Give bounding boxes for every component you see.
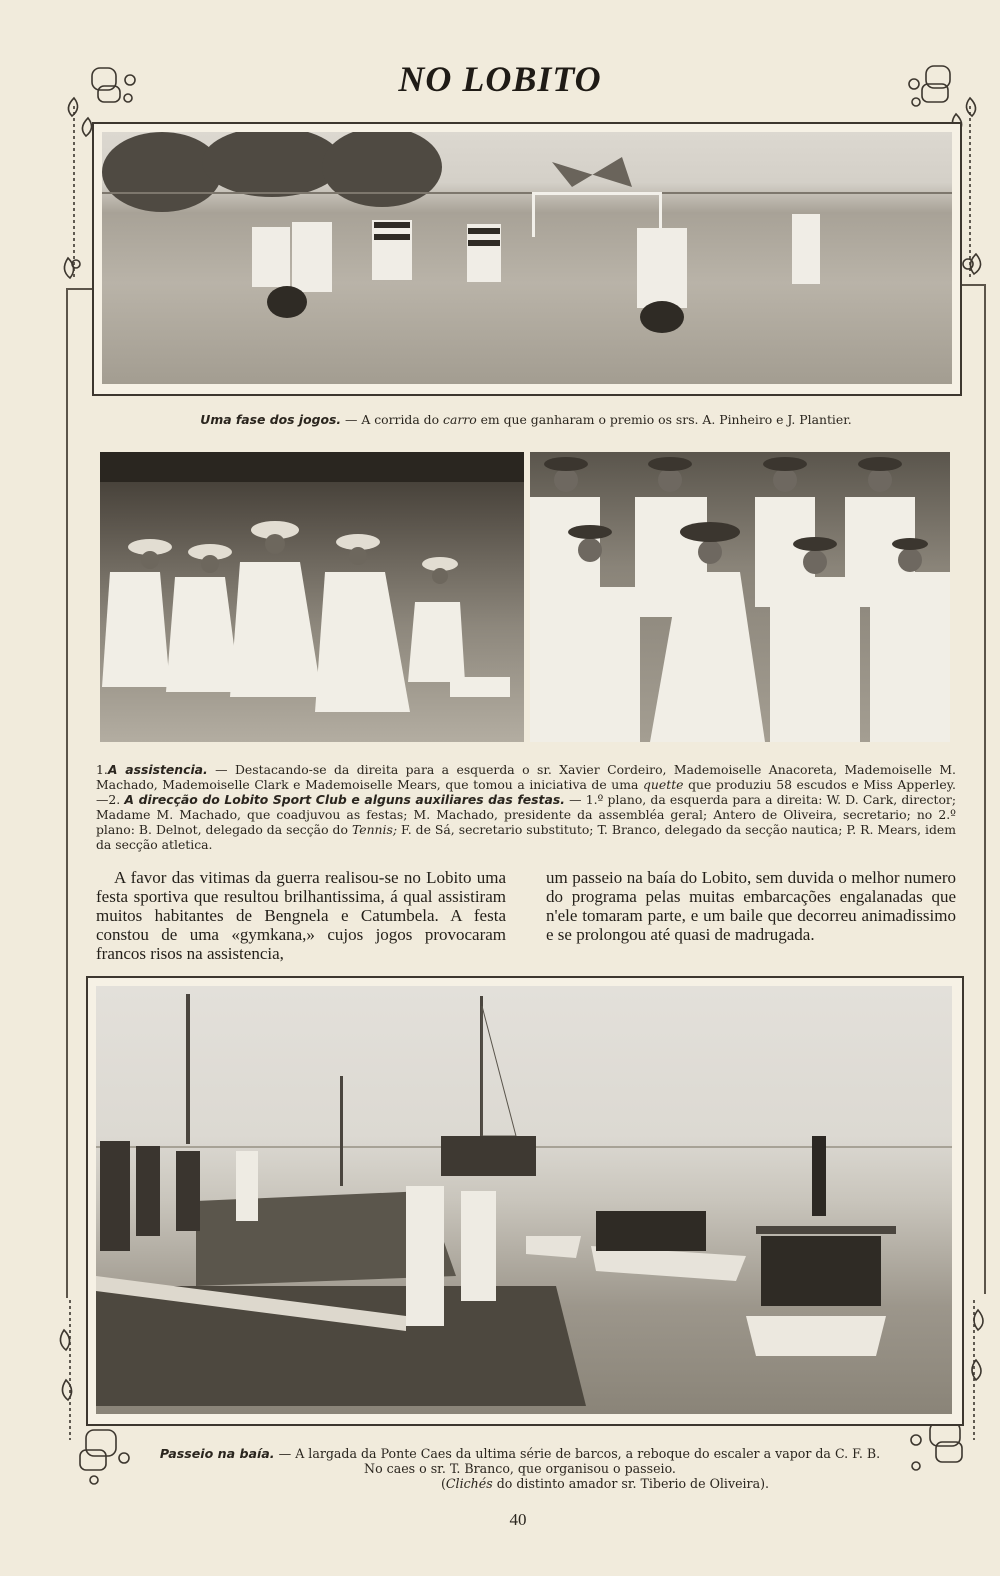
page-number: 40 [509,1510,527,1529]
direction-caption-lead: A direcção do Lobito Sport Club e alguns auxiliares das festas. [124,792,565,807]
assistance-caption-lead: A assistencia. [107,762,208,777]
assistance-caption-text-b: que produziu 58 escudos e Miss Apperley.—2. [96,777,956,807]
assistance-caption-text: — Destacando-se da direita para a esquerda o sr. Xavier Cordeiro, Mademoiselle Anacoreta, Mademoiselle M. Machado, Mademoiselle Clark e Mademoiselle Mears, que tomou a iniciativa de uma [96,762,956,792]
photo-credit [271,1476,769,1491]
boats-caption-lead: Passeio na baía. [159,1446,275,1461]
photo-boats [96,986,952,1414]
page-title: NO LOBITO [398,59,602,99]
assistance-caption-italic: quette [642,777,684,792]
assistance-direction-caption [96,762,956,852]
games-caption-lead: Uma fase dos jogos. [200,412,342,427]
games-scene-illustration [102,132,952,384]
assistance-scene-illustration [100,452,524,742]
photo-credit-open: ( [441,1476,446,1491]
photo-credit-italic: Clichés [445,1476,493,1491]
direction-caption-italic: Tennis; [351,822,398,837]
caption-number-1: 1. [96,762,108,777]
games-caption [96,412,956,427]
photo-credit-text: do distinto amador sr. Tiberio de Oliveira). [492,1476,769,1491]
photo-assistance [100,452,524,742]
games-caption-italic: carro [443,412,477,427]
article-column-2: um passeio na baía do Lobito, sem duvida o melhor numero do programa pelas muitas embarcações engalanadas que n'ele tomaram parte, e um baile que decorreu animadissimo e se prolongou até quasi de madrugada. [546,868,956,944]
direction-caption-text: — 1.º plano, da esquerda para a direita: W. D. Cark, director; Madame M. Machado, que coadjuvou as festas; M. Machado, presidente da assembléa geral; Antero de Oliveira, secretario; no 2.º plano: B. Delnot, delegado da secção do [96,792,957,837]
frame-left-line [66,288,68,1298]
games-caption-rest: em que ganharam o premio os srs. A. Pinheiro e J. Plantier. [476,412,852,427]
frame-top-left-stub [66,288,92,290]
direction-caption-text-b: F. de Sá, secretario substituto; T. Branco, delegado da secção nautica; P. R. Mears, idem da secção atletica. [96,822,956,852]
boats-caption [150,1446,890,1491]
direction-scene-illustration [530,452,950,742]
frame-right-line [984,284,986,1294]
photo-games [102,132,952,384]
article-column-1: A favor das vitimas da guerra realisou-se no Lobito uma festa sportiva que resultou brilhantissima, á qual assistiram muitos habitantes de Bengnela e Catumbela. A festa constou de uma «gymkana,» cujos jogos provocaram francos risos na assistencia, [96,868,506,963]
boats-caption-text: — A largada da Ponte Caes da ultima série de barcos, a reboque do escaler a vapor da C. F. B. No caes o sr. T. Branco, que organisou o passeio. [274,1446,881,1476]
photo-direction [530,452,950,742]
boats-scene-illustration [96,986,952,1414]
games-caption-text: — A corrida do [341,412,444,427]
